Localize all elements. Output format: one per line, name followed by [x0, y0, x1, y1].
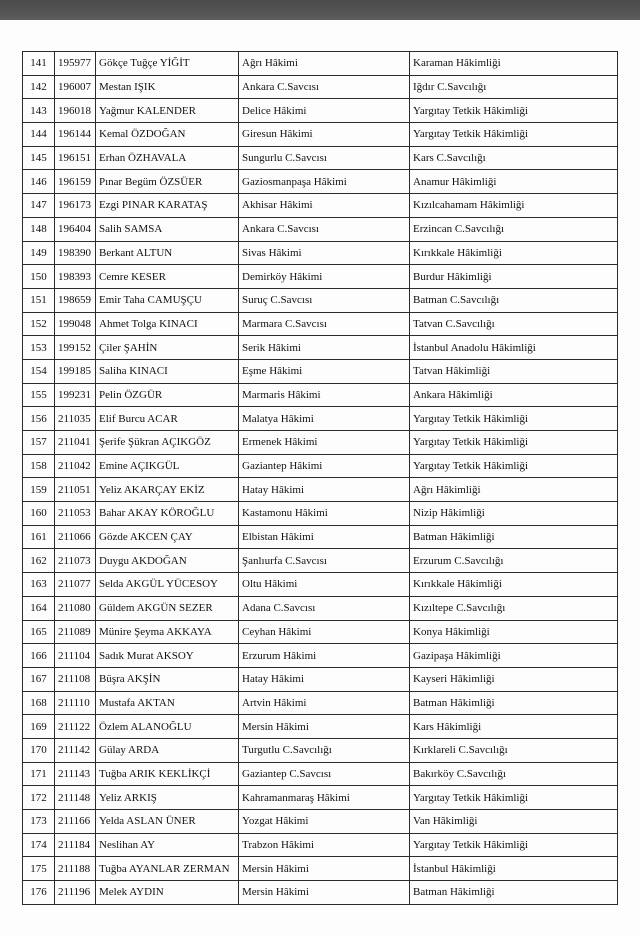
new-post-cell: Burdur Hâkimliği	[410, 265, 618, 289]
person-name-cell: Duygu AKDOĞAN	[96, 549, 239, 573]
table-row	[23, 762, 618, 786]
person-name-cell: Melek AYDIN	[96, 881, 239, 905]
registry-number-cell: 211104	[55, 644, 96, 668]
row-number-cell: 147	[23, 194, 55, 218]
person-name-cell: Emine AÇIKGÜL	[96, 454, 239, 478]
row-number-cell: 144	[23, 123, 55, 147]
person-name-cell: Elif Burcu ACAR	[96, 407, 239, 431]
table-row	[23, 123, 618, 147]
row-number-cell: 158	[23, 454, 55, 478]
row-number-cell: 175	[23, 857, 55, 881]
current-post-cell: Sivas Hâkimi	[239, 241, 410, 265]
new-post-cell: Kızılcahamam Hâkimliği	[410, 194, 618, 218]
row-number-cell: 146	[23, 170, 55, 194]
new-post-cell: Batman Hâkimliği	[410, 881, 618, 905]
table-row	[23, 241, 618, 265]
table-row	[23, 881, 618, 905]
person-name-cell: Saliha KINACI	[96, 359, 239, 383]
person-name-cell: Ezgi PINAR KARATAŞ	[96, 194, 239, 218]
registry-number-cell: 211089	[55, 620, 96, 644]
person-name-cell: Selda AKGÜL YÜCESOY	[96, 573, 239, 597]
current-post-cell: Akhisar Hâkimi	[239, 194, 410, 218]
row-number-cell: 160	[23, 502, 55, 526]
table-row	[23, 596, 618, 620]
appointment-table	[22, 51, 618, 905]
current-post-cell: Trabzon Hâkimi	[239, 833, 410, 857]
current-post-cell: Mersin Hâkimi	[239, 881, 410, 905]
registry-number-cell: 211122	[55, 715, 96, 739]
person-name-cell: Mustafa AKTAN	[96, 691, 239, 715]
row-number-cell: 176	[23, 881, 55, 905]
current-post-cell: Ermenek Hâkimi	[239, 431, 410, 455]
table-row	[23, 644, 618, 668]
table-row	[23, 217, 618, 241]
person-name-cell: Güldem AKGÜN SEZER	[96, 596, 239, 620]
person-name-cell: Bahar AKAY KÖROĞLU	[96, 502, 239, 526]
new-post-cell: İstanbul Hâkimliği	[410, 857, 618, 881]
table-row	[23, 407, 618, 431]
row-number-cell: 145	[23, 146, 55, 170]
row-number-cell: 173	[23, 810, 55, 834]
row-number-cell: 168	[23, 691, 55, 715]
table-row	[23, 75, 618, 99]
viewer-top-bar	[0, 0, 640, 20]
person-name-cell: Gözde AKCEN ÇAY	[96, 525, 239, 549]
registry-number-cell: 211143	[55, 762, 96, 786]
table-row	[23, 194, 618, 218]
current-post-cell: Hatay Hâkimi	[239, 478, 410, 502]
row-number-cell: 171	[23, 762, 55, 786]
table-row	[23, 549, 618, 573]
registry-number-cell: 211066	[55, 525, 96, 549]
table-row	[23, 52, 618, 76]
person-name-cell: Pelin ÖZGÜR	[96, 383, 239, 407]
new-post-cell: Konya Hâkimliği	[410, 620, 618, 644]
current-post-cell: Eşme Hâkimi	[239, 359, 410, 383]
registry-number-cell: 211077	[55, 573, 96, 597]
current-post-cell: Suruç C.Savcısı	[239, 288, 410, 312]
new-post-cell: Yargıtay Tetkik Hâkimliği	[410, 833, 618, 857]
table-row	[23, 620, 618, 644]
registry-number-cell: 198390	[55, 241, 96, 265]
current-post-cell: Yozgat Hâkimi	[239, 810, 410, 834]
current-post-cell: Adana C.Savcısı	[239, 596, 410, 620]
row-number-cell: 165	[23, 620, 55, 644]
row-number-cell: 172	[23, 786, 55, 810]
registry-number-cell: 211035	[55, 407, 96, 431]
person-name-cell: Yağmur KALENDER	[96, 99, 239, 123]
person-name-cell: Kemal ÖZDOĞAN	[96, 123, 239, 147]
table-row	[23, 833, 618, 857]
row-number-cell: 151	[23, 288, 55, 312]
person-name-cell: Neslihan AY	[96, 833, 239, 857]
table-row	[23, 525, 618, 549]
current-post-cell: Demirköy Hâkimi	[239, 265, 410, 289]
new-post-cell: İstanbul Anadolu Hâkimliği	[410, 336, 618, 360]
table-row	[23, 454, 618, 478]
registry-number-cell: 211188	[55, 857, 96, 881]
current-post-cell: Erzurum Hâkimi	[239, 644, 410, 668]
appointment-table-body	[23, 52, 618, 905]
registry-number-cell: 199185	[55, 359, 96, 383]
table-row	[23, 715, 618, 739]
new-post-cell: Batman Hâkimliği	[410, 691, 618, 715]
person-name-cell: Emir Taha CAMUŞÇU	[96, 288, 239, 312]
table-row	[23, 431, 618, 455]
current-post-cell: Serik Hâkimi	[239, 336, 410, 360]
new-post-cell: Iğdır C.Savcılığı	[410, 75, 618, 99]
new-post-cell: Kırklareli C.Savcılığı	[410, 738, 618, 762]
current-post-cell: Mersin Hâkimi	[239, 857, 410, 881]
registry-number-cell: 211148	[55, 786, 96, 810]
current-post-cell: Gaziantep Hâkimi	[239, 454, 410, 478]
table-row	[23, 383, 618, 407]
current-post-cell: Kahramanmaraş Hâkimi	[239, 786, 410, 810]
current-post-cell: Artvin Hâkimi	[239, 691, 410, 715]
registry-number-cell: 199152	[55, 336, 96, 360]
registry-number-cell: 211196	[55, 881, 96, 905]
person-name-cell: Yeliz AKARÇAY EKİZ	[96, 478, 239, 502]
registry-number-cell: 196144	[55, 123, 96, 147]
new-post-cell: Nizip Hâkimliği	[410, 502, 618, 526]
new-post-cell: Anamur Hâkimliği	[410, 170, 618, 194]
table-row	[23, 265, 618, 289]
new-post-cell: Gazipaşa Hâkimliği	[410, 644, 618, 668]
table-row	[23, 667, 618, 691]
row-number-cell: 141	[23, 52, 55, 76]
new-post-cell: Kızıltepe C.Savcılığı	[410, 596, 618, 620]
new-post-cell: Karaman Hâkimliği	[410, 52, 618, 76]
person-name-cell: Yeliz ARKIŞ	[96, 786, 239, 810]
current-post-cell: Gaziantep C.Savcısı	[239, 762, 410, 786]
table-row	[23, 170, 618, 194]
registry-number-cell: 211184	[55, 833, 96, 857]
person-name-cell: Erhan ÖZHAVALA	[96, 146, 239, 170]
new-post-cell: Van Hâkimliği	[410, 810, 618, 834]
registry-number-cell: 211166	[55, 810, 96, 834]
current-post-cell: Kastamonu Hâkimi	[239, 502, 410, 526]
table-row	[23, 99, 618, 123]
current-post-cell: Marmara C.Savcısı	[239, 312, 410, 336]
registry-number-cell: 211110	[55, 691, 96, 715]
new-post-cell: Kars Hâkimliği	[410, 715, 618, 739]
table-row	[23, 738, 618, 762]
row-number-cell: 153	[23, 336, 55, 360]
new-post-cell: Yargıtay Tetkik Hâkimliği	[410, 123, 618, 147]
person-name-cell: Yelda ASLAN ÜNER	[96, 810, 239, 834]
new-post-cell: Ankara Hâkimliği	[410, 383, 618, 407]
table-row	[23, 146, 618, 170]
table-row	[23, 573, 618, 597]
row-number-cell: 159	[23, 478, 55, 502]
new-post-cell: Ağrı Hâkimliği	[410, 478, 618, 502]
table-row	[23, 502, 618, 526]
new-post-cell: Tatvan Hâkimliği	[410, 359, 618, 383]
current-post-cell: Şanlıurfa C.Savcısı	[239, 549, 410, 573]
new-post-cell: Yargıtay Tetkik Hâkimliği	[410, 454, 618, 478]
registry-number-cell: 196007	[55, 75, 96, 99]
person-name-cell: Tuğba ARIK KEKLİKÇİ	[96, 762, 239, 786]
registry-number-cell: 199048	[55, 312, 96, 336]
person-name-cell: Pınar Begüm ÖZSÜER	[96, 170, 239, 194]
row-number-cell: 162	[23, 549, 55, 573]
row-number-cell: 169	[23, 715, 55, 739]
new-post-cell: Batman C.Savcılığı	[410, 288, 618, 312]
row-number-cell: 174	[23, 833, 55, 857]
row-number-cell: 150	[23, 265, 55, 289]
row-number-cell: 163	[23, 573, 55, 597]
current-post-cell: Marmaris Hâkimi	[239, 383, 410, 407]
new-post-cell: Batman Hâkimliği	[410, 525, 618, 549]
new-post-cell: Yargıtay Tetkik Hâkimliği	[410, 431, 618, 455]
registry-number-cell: 211108	[55, 667, 96, 691]
table-row	[23, 478, 618, 502]
current-post-cell: Mersin Hâkimi	[239, 715, 410, 739]
new-post-cell: Erzurum C.Savcılığı	[410, 549, 618, 573]
table-row	[23, 691, 618, 715]
table-row	[23, 312, 618, 336]
row-number-cell: 161	[23, 525, 55, 549]
person-name-cell: Münire Şeyma AKKAYA	[96, 620, 239, 644]
new-post-cell: Kırıkkale Hâkimliği	[410, 573, 618, 597]
person-name-cell: Salih SAMSA	[96, 217, 239, 241]
row-number-cell: 157	[23, 431, 55, 455]
new-post-cell: Yargıtay Tetkik Hâkimliği	[410, 407, 618, 431]
current-post-cell: Delice Hâkimi	[239, 99, 410, 123]
row-number-cell: 142	[23, 75, 55, 99]
row-number-cell: 155	[23, 383, 55, 407]
current-post-cell: Hatay Hâkimi	[239, 667, 410, 691]
new-post-cell: Kars C.Savcılığı	[410, 146, 618, 170]
person-name-cell: Gökçe Tuğçe YİĞİT	[96, 52, 239, 76]
registry-number-cell: 211041	[55, 431, 96, 455]
person-name-cell: Tuğba AYANLAR ZERMAN	[96, 857, 239, 881]
row-number-cell: 167	[23, 667, 55, 691]
new-post-cell: Tatvan C.Savcılığı	[410, 312, 618, 336]
person-name-cell: Gülay ARDA	[96, 738, 239, 762]
registry-number-cell: 198659	[55, 288, 96, 312]
row-number-cell: 170	[23, 738, 55, 762]
row-number-cell: 166	[23, 644, 55, 668]
person-name-cell: Berkant ALTUN	[96, 241, 239, 265]
person-name-cell: Ahmet Tolga KINACI	[96, 312, 239, 336]
current-post-cell: Giresun Hâkimi	[239, 123, 410, 147]
current-post-cell: Turgutlu C.Savcılığı	[239, 738, 410, 762]
person-name-cell: Özlem ALANOĞLU	[96, 715, 239, 739]
row-number-cell: 149	[23, 241, 55, 265]
new-post-cell: Erzincan C.Savcılığı	[410, 217, 618, 241]
row-number-cell: 164	[23, 596, 55, 620]
table-row	[23, 857, 618, 881]
new-post-cell: Kayseri Hâkimliği	[410, 667, 618, 691]
registry-number-cell: 196151	[55, 146, 96, 170]
registry-number-cell: 198393	[55, 265, 96, 289]
person-name-cell: Cemre KESER	[96, 265, 239, 289]
table-row	[23, 786, 618, 810]
registry-number-cell: 211042	[55, 454, 96, 478]
registry-number-cell: 211053	[55, 502, 96, 526]
registry-number-cell: 211051	[55, 478, 96, 502]
current-post-cell: Ankara C.Savcısı	[239, 75, 410, 99]
table-row	[23, 359, 618, 383]
new-post-cell: Bakırköy C.Savcılığı	[410, 762, 618, 786]
row-number-cell: 154	[23, 359, 55, 383]
current-post-cell: Elbistan Hâkimi	[239, 525, 410, 549]
person-name-cell: Sadık Murat AKSOY	[96, 644, 239, 668]
table-row	[23, 288, 618, 312]
registry-number-cell: 195977	[55, 52, 96, 76]
current-post-cell: Sungurlu C.Savcısı	[239, 146, 410, 170]
new-post-cell: Yargıtay Tetkik Hâkimliği	[410, 786, 618, 810]
registry-number-cell: 196159	[55, 170, 96, 194]
current-post-cell: Oltu Hâkimi	[239, 573, 410, 597]
current-post-cell: Ankara C.Savcısı	[239, 217, 410, 241]
registry-number-cell: 211142	[55, 738, 96, 762]
row-number-cell: 143	[23, 99, 55, 123]
current-post-cell: Ağrı Hâkimi	[239, 52, 410, 76]
person-name-cell: Büşra AKŞİN	[96, 667, 239, 691]
person-name-cell: Çiler ŞAHİN	[96, 336, 239, 360]
current-post-cell: Gaziosmanpaşa Hâkimi	[239, 170, 410, 194]
current-post-cell: Ceyhan Hâkimi	[239, 620, 410, 644]
person-name-cell: Şerife Şükran AÇIKGÖZ	[96, 431, 239, 455]
registry-number-cell: 211080	[55, 596, 96, 620]
row-number-cell: 148	[23, 217, 55, 241]
registry-number-cell: 196404	[55, 217, 96, 241]
row-number-cell: 156	[23, 407, 55, 431]
table-row	[23, 336, 618, 360]
row-number-cell: 152	[23, 312, 55, 336]
current-post-cell: Malatya Hâkimi	[239, 407, 410, 431]
registry-number-cell: 196173	[55, 194, 96, 218]
registry-number-cell: 199231	[55, 383, 96, 407]
person-name-cell: Mestan IŞIK	[96, 75, 239, 99]
table-row	[23, 810, 618, 834]
document-page	[0, 20, 640, 936]
new-post-cell: Yargıtay Tetkik Hâkimliği	[410, 99, 618, 123]
registry-number-cell: 211073	[55, 549, 96, 573]
new-post-cell: Kırıkkale Hâkimliği	[410, 241, 618, 265]
registry-number-cell: 196018	[55, 99, 96, 123]
